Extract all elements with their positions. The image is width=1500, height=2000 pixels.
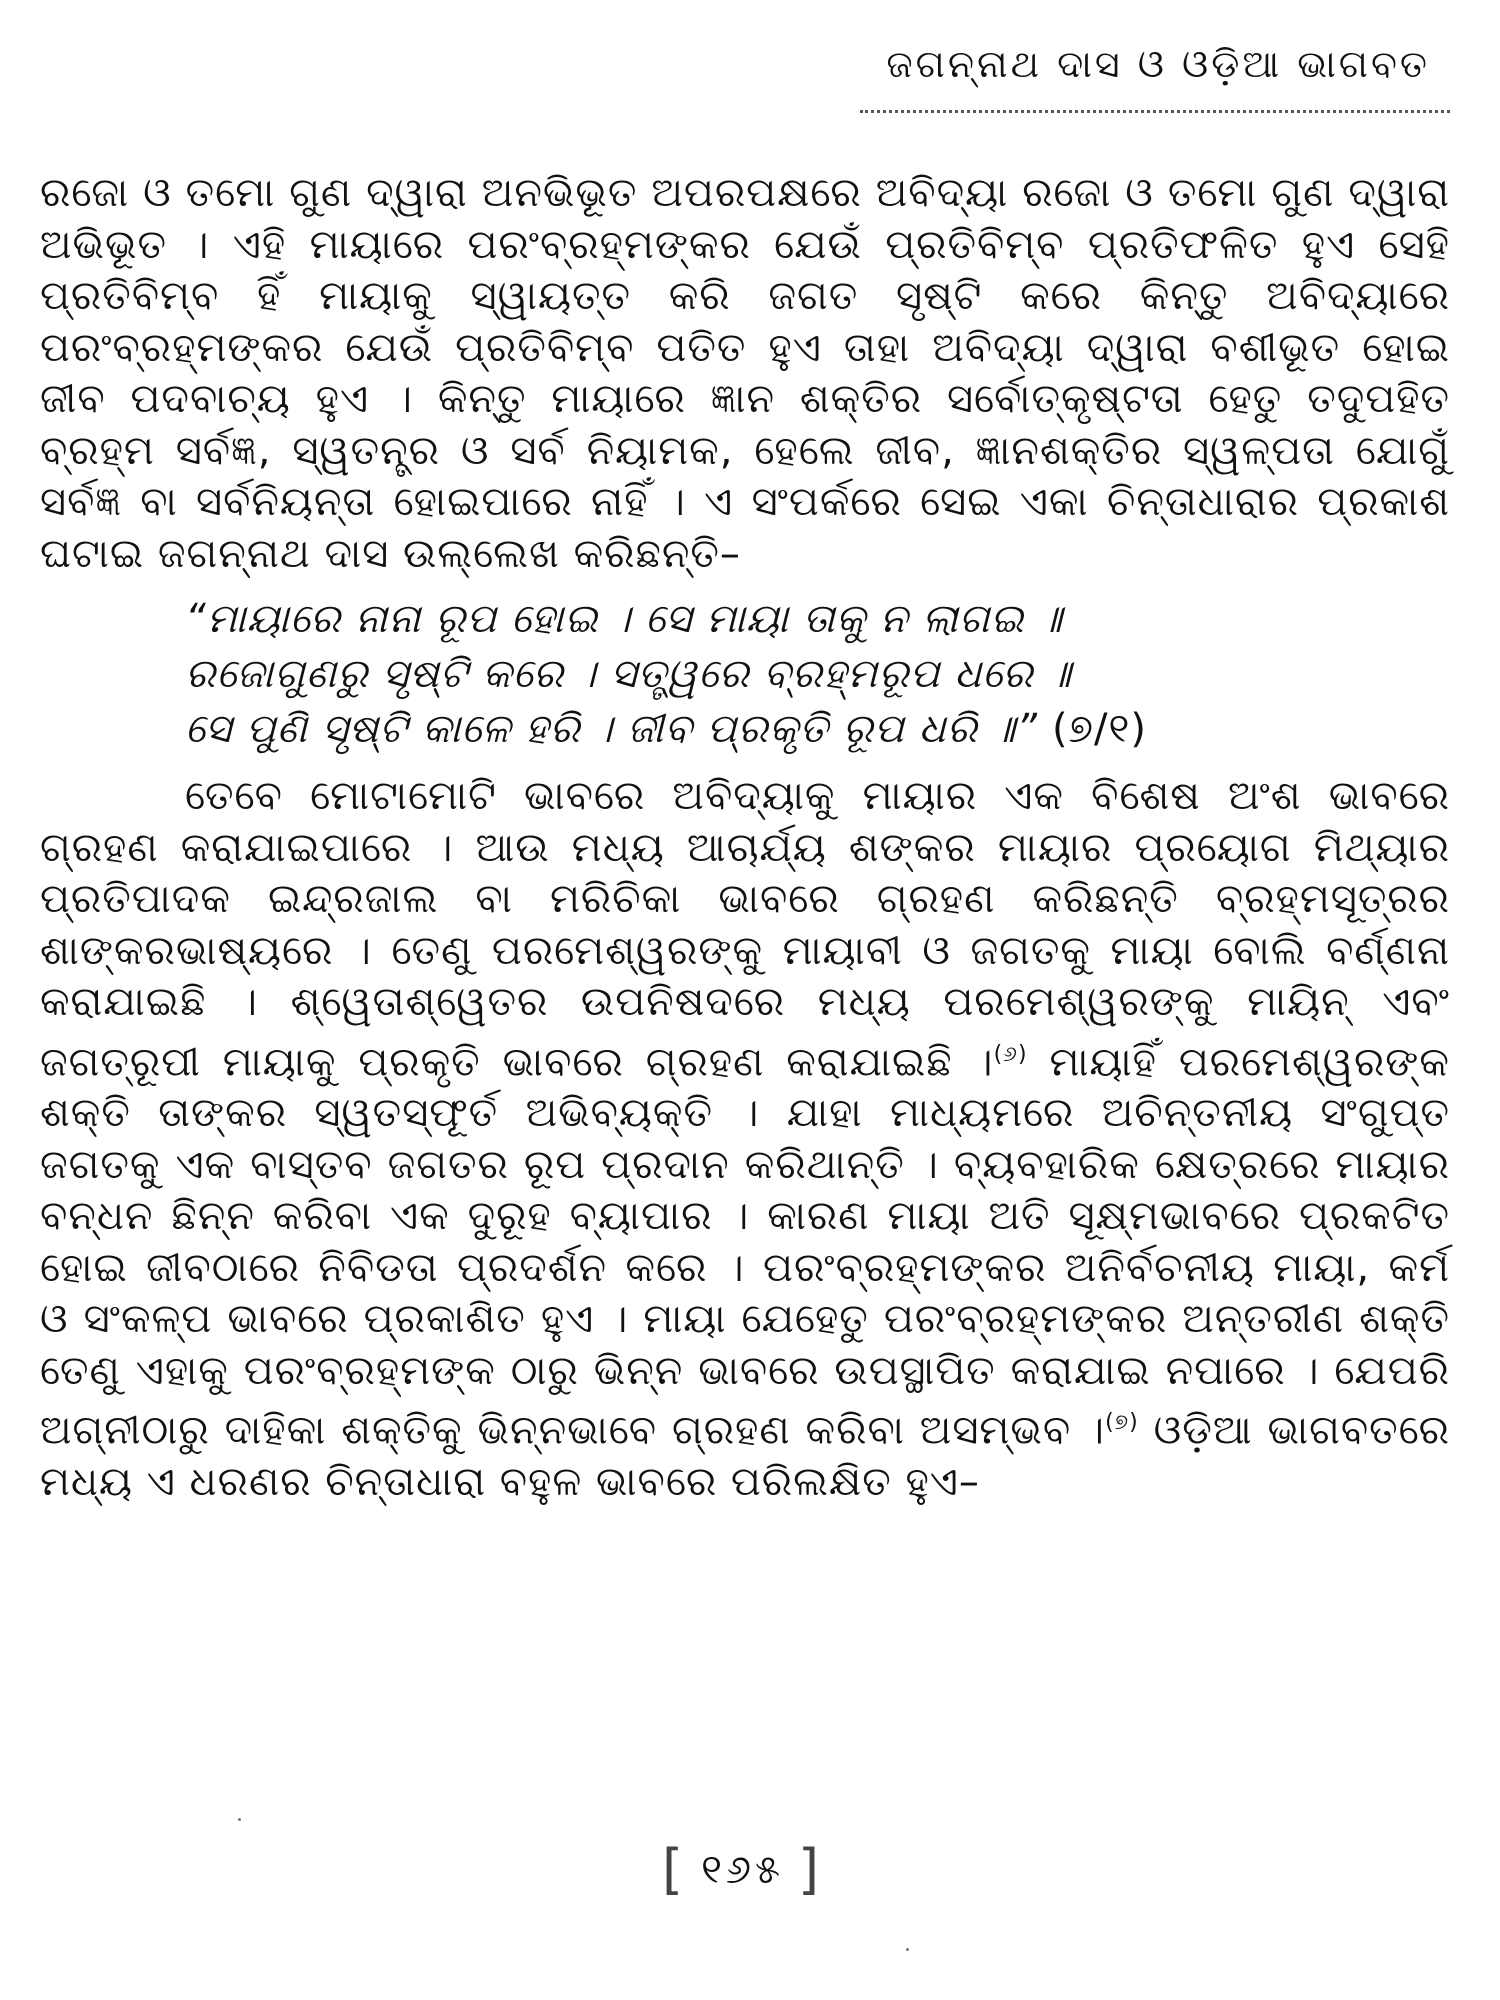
page-number: ୧୬୫: [701, 1846, 784, 1893]
running-head: ଜଗନ୍ନାଥ ଦାସ ଓ ଓଡ଼ିଆ ଭାଗବତ: [886, 42, 1430, 86]
paragraph-2-part-2: ମାୟାହିଁ ପରମେଶ୍ୱରଙ୍କ ଶକ୍ତି ତାଙ୍କର ସ୍ୱତସ୍ଫୂର୍ତ ଅଭିବ୍ୟକ୍ତି । ଯାହା ମାଧ୍ୟମରେ ଅଚିନ୍ତନୀୟ ସଂଗୁପ୍ତ ଜଗତକୁ ଏକ ବାସ୍ତବ ଜଗତର ରୂପ ପ୍ରଦାନ କରିଥାନ୍ତି । ବ୍ୟବହାରିକ କ୍ଷେତ୍ରରେ ମାୟାର ବନ୍ଧନ ଛିନ୍ନ କରିବା ଏକ ଦୁରୂହ ବ୍ୟାପାର । କାରଣ ମାୟା ଅତି ସୂକ୍ଷ୍ମଭାବରେ ପ୍ରକଟିତ ହୋଇ ଜୀବଠାରେ ନିବିଡତା ପ୍ରଦର୍ଶନ କରେ । ପରଂବ୍ରହ୍ମଙ୍କର ଅନିର୍ବଚନୀୟ ମାୟା, କର୍ମ ଓ ସଂକଳ୍ପ ଭାବରେ ପ୍ରକାଶିତ ହୁଏ । ମାୟା ଯେହେତୁ ପରଂବ୍ରହ୍ମଙ୍କର ଅନ୍ତରୀଣ ଶକ୍ତି ତେଣୁ ଏହାକୁ ପରଂବ୍ରହ୍ମଙ୍କ ଠାରୁ ଭିନ୍ନ ଭାବରେ ଉପସ୍ଥାପିତ କରାଯାଇ ନପାରେ । ଯେପରି ଅଗ୍ନୀଠାରୁ ଦାହିକା ଶକ୍ତିକୁ ଭିନ୍ନଭାବେ ଗ୍ରହଣ କରିବା ଅସମ୍ଭବ ।: [40, 1038, 1450, 1454]
body-text: [40, 168, 1450, 1509]
folio-bracket-open: [: [662, 1838, 688, 1901]
header-rule: [860, 110, 1450, 113]
paragraph-1: ରଜୋ ଓ ତମୋ ଗୁଣ ଦ୍ୱାରା ଅନଭିଭୂତ ଅପରପକ୍ଷରେ ଅବିଦ୍ୟା ରଜୋ ଓ ତମୋ ଗୁଣ ଦ୍ୱାରା ଅଭିଭୂତ । ଏହି ମାୟାରେ ପରଂବ୍ରହ୍ମଙ୍କର ଯେଉଁ ପ୍ରତିବିମ୍ବ ପ୍ରତିଫଳିତ ହୁଏ ସେହି ପ୍ରତିବିମ୍ବ ହିଁ ମାୟାକୁ ସ୍ୱାୟତ୍ତ କରି ଜଗତ ସୃଷ୍ଟି କରେ କିନ୍ତୁ ଅବିଦ୍ୟାରେ ପରଂବ୍ରହ୍ମଙ୍କର ଯେଉଁ ପ୍ରତିବିମ୍ବ ପତିତ ହୁଏ ତାହା ଅବିଦ୍ୟା ଦ୍ୱାରା ବଶୀଭୂତ ହୋଇ ଜୀବ ପଦବାଚ୍ୟ ହୁଏ । କିନ୍ତୁ ମାୟାରେ ଜ୍ଞାନ ଶକ୍ତିର ସର୍ବୋତ୍କୃଷ୍ଟତା ହେତୁ ତଦୁପହିତ ବ୍ରହ୍ମ ସର୍ବଜ୍ଞ, ସ୍ୱତନ୍ତ୍ର ଓ ସର୍ବ ନିୟାମକ, ହେଲେ ଜୀବ, ଜ୍ଞାନଶକ୍ତିର ସ୍ୱଳ୍ପତା ଯୋଗୁଁ ସର୍ବଜ୍ଞ ବା ସର୍ବନିୟନ୍ତା ହୋଇପାରେ ନାହିଁ । ଏ ସଂପର୍କରେ ସେଇ ଏକା ଚିନ୍ତାଧାରାର ପ୍ରକାଶ ଘଟାଇ ଜଗନ୍ନାଥ ଦାସ ଉଲ୍ଲେଖ କରିଛନ୍ତି–: [40, 170, 1450, 577]
footnote-mark-7: (୭): [1105, 1410, 1139, 1436]
verse-block: [185, 592, 1450, 757]
verse-line-2: ରଜୋଗୁଣରୁ ସୃଷ୍ଟି କରେ । ସତ୍ତ୍ୱରେ ବ୍ରହ୍ମରୂପ ଧରେ ॥: [185, 651, 1072, 697]
folio-bracket-close: ]: [798, 1838, 824, 1901]
paragraph-2-part-3: ଓଡ଼ିଆ ଭାଗବତରେ ମଧ୍ୟ ଏ ଧରଣର ଚିନ୍ତାଧାରା ବହୁଳ ଭାବରେ ପରିଲକ୍ଷିତ ହୁଏ–: [40, 1407, 1450, 1506]
paragraph-2: [40, 771, 1450, 1509]
footnote-mark-6: (୬): [993, 1041, 1028, 1067]
verse-line-3-wrap: [185, 702, 1450, 757]
scan-speck: [238, 1818, 241, 1821]
verse-reference: (୭/୧): [1051, 706, 1147, 752]
paragraph-2-part-1: ତେବେ ମୋଟାମୋଟି ଭାବରେ ଅବିଦ୍ୟାକୁ ମାୟାର ଏକ ବିଶେଷ ଅଂଶ ଭାବରେ ଗ୍ରହଣ କରାଯାଇପାରେ । ଆଉ ମଧ୍ୟ ଆଚାର୍ଯ୍ୟ ଶଙ୍କର ମାୟାର ପ୍ରୟୋଗ ମିଥ୍ୟାର ପ୍ରତିପାଦକ ଇନ୍ଦ୍ରଜାଲ ବା ମରିଚିକା ଭାବରେ ଗ୍ରହଣ କରିଛନ୍ତି ବ୍ରହ୍ମସୂତ୍ରର ଶାଙ୍କରଭାଷ୍ୟରେ । ତେଣୁ ପରମେଶ୍ୱରଙ୍କୁ ମାୟାବୀ ଓ ଜଗତକୁ ମାୟା ବୋଲି ବର୍ଣ୍ଣନା କରାଯାଇଛି । ଶ୍ୱେତାଶ୍ୱେତର ଉପନିଷଦରେ ମଧ୍ୟ ପରମେଶ୍ୱରଙ୍କୁ ମାୟିନ୍ ଏବଂ ଜଗତ୍‌ରୂପୀ ମାୟାକୁ ପ୍ରକୃତି ଭାବରେ ଗ୍ରହଣ କରାଯାଇଛି ।: [40, 773, 1450, 1085]
verse-line-1: “ମାୟାରେ ନାନା ରୂପ ହୋଇ । ସେ ମାୟା ତାକୁ ନ ଲାଗଇ ॥: [185, 596, 1064, 642]
page-folio: [662, 1838, 823, 1901]
verse-line-3: ସେ ପୁଣି ସୃଷ୍ଟି କାଳେ ହରି । ଜୀବ ପ୍ରକୃତି ରୂପ ଧରି ॥”: [185, 706, 1038, 752]
scan-speck: [906, 1948, 909, 1951]
